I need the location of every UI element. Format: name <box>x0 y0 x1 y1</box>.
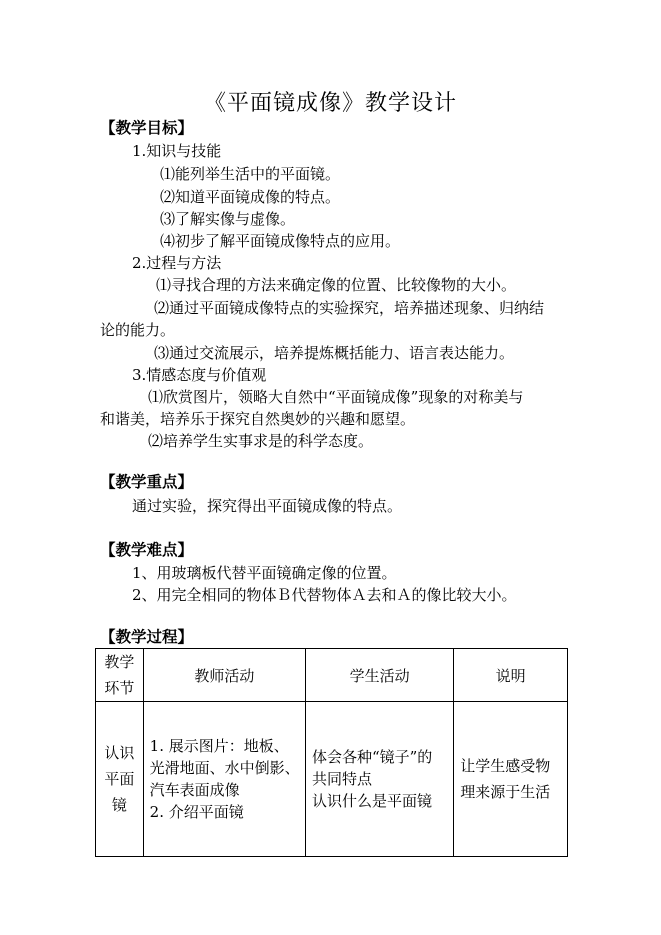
keypoint-text: 通过实验，探究得出平面镜成像的特点。 <box>132 497 403 515</box>
cell-note <box>454 702 568 857</box>
goal-item: ⑵培养学生实事求是的科学态度。 <box>148 432 374 450</box>
cell-line: 2. 介绍平面镜 <box>149 803 244 821</box>
table-row <box>96 702 568 857</box>
cell-line: 理来源于生活 <box>460 783 551 801</box>
table-header-row <box>96 649 568 702</box>
goal-item-cont: 论的能力。 <box>100 321 176 339</box>
goal-item: ⑷初步了解平面镜成像特点的应用。 <box>160 232 401 250</box>
cell-line: 让学生感受物 <box>460 757 551 775</box>
difficulty-item: 1、用玻璃板代替平面镜确定像的位置。 <box>132 564 397 582</box>
cell-teacher-activity <box>143 702 305 857</box>
cell-line: 光滑地面、水中倒影、 <box>149 759 300 777</box>
cell-line: 汽车表面成像 <box>149 781 240 799</box>
goal-item: ⑴寻找合理的方法来确定像的位置、比较像物的大小。 <box>156 276 517 294</box>
lesson-table <box>95 648 568 857</box>
cell-line: 镜 <box>111 796 127 814</box>
goal-item: ⑶了解实像与虚像。 <box>160 210 296 228</box>
cell-student-activity <box>305 702 453 857</box>
goals-sub-knowledge: 1.知识与技能 <box>132 142 222 160</box>
cell-line: 平面 <box>104 770 135 788</box>
goal-item: ⑶通过交流展示，培养提炼概括能力、语言表达能力。 <box>154 344 515 362</box>
keypoint-heading: 【教学重点】 <box>100 472 194 491</box>
cell-stage <box>96 702 144 857</box>
goal-item: ⑵知道平面镜成像的特点。 <box>160 188 341 206</box>
header-cell-teacher: 教师活动 <box>143 649 305 702</box>
header-cell-note: 说明 <box>454 649 568 702</box>
header-cell-student: 学生活动 <box>305 649 453 702</box>
goal-item-cont: 和谐美，培养乐于探究自然奥妙的兴趣和愿望。 <box>100 410 416 428</box>
difficulty-item: 2、用完全相同的物体Ｂ代替物体Ａ去和Ａ的像比较大小。 <box>132 586 517 604</box>
goals-sub-process: 2.过程与方法 <box>132 254 222 272</box>
header-stage-line: 环节 <box>104 679 135 697</box>
cell-line: 认识 <box>104 744 135 762</box>
cell-line: 体会各种“镜子”的 <box>311 748 433 766</box>
goal-item: ⑵通过平面镜成像特点的实验探究，培养描述现象、归纳结 <box>154 299 545 317</box>
goal-item: ⑴欣赏图片，领略大自然中“平面镜成像”现象的对称美与 <box>148 388 524 406</box>
goals-heading: 【教学目标】 <box>100 118 194 137</box>
goal-item: ⑴能列举生活中的平面镜。 <box>160 165 341 183</box>
header-cell-stage <box>96 649 144 702</box>
goals-sub-attitude: 3.情感态度与价值观 <box>132 366 267 384</box>
process-heading: 【教学过程】 <box>100 627 194 646</box>
header-stage-line: 教学 <box>104 653 135 671</box>
difficulty-heading: 【教学难点】 <box>100 540 194 559</box>
document-title: 《平面镜成像》教学设计 <box>203 91 457 116</box>
cell-line: 1. 展示图片：地板、 <box>149 737 289 755</box>
cell-line: 共同特点 <box>311 770 372 788</box>
cell-line: 认识什么是平面镜 <box>311 792 432 810</box>
